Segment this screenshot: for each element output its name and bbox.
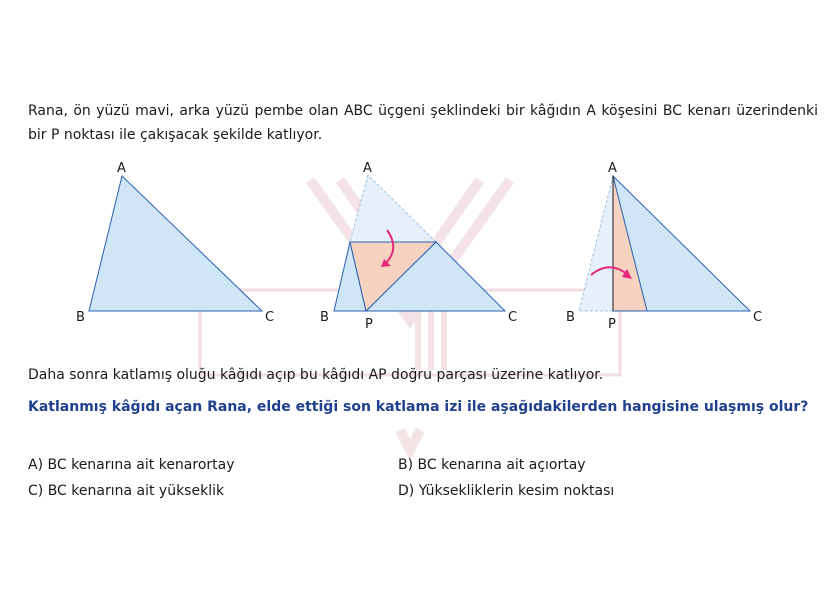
- folding-figures: [0, 150, 840, 340]
- option-text: BC kenarına ait açıortay: [417, 457, 586, 473]
- label-b: B: [320, 310, 329, 325]
- label-p: P: [608, 317, 616, 332]
- statement-text: Daha sonra katlamış oluğu kâğıdı açıp bu kâğıdı AP doğru parçası üzerine katlıyor.: [28, 367, 604, 383]
- option-c[interactable]: [28, 481, 224, 501]
- intro-text: Rana, ön yüzü mavi, arka yüzü pembe olan ABC üçgeni şeklindeki bir kâğıdın A köşesini BC kenarı üzerindenki bir P noktası ile çakışacak şekilde katlıyor.: [28, 103, 818, 143]
- option-letter: A): [28, 457, 44, 473]
- label-a: A: [363, 161, 372, 176]
- figure-2: [320, 161, 517, 332]
- figure-1: [76, 161, 274, 325]
- label-c: C: [508, 310, 518, 325]
- option-text: BC kenarına ait yükseklik: [47, 483, 225, 499]
- question-prompt: Katlanmış kâğıdı açan Rana, elde ettiği son katlama izi ile aşağıdakilerden hangisine ulaşmış olur?: [28, 399, 809, 415]
- label-a: A: [608, 161, 617, 176]
- option-letter: C): [28, 483, 44, 499]
- triangle-abc-blue: [89, 176, 262, 311]
- option-d[interactable]: [398, 481, 614, 501]
- label-c: C: [753, 310, 763, 325]
- option-letter: B): [398, 457, 414, 473]
- label-p: P: [365, 317, 373, 332]
- option-a[interactable]: [28, 455, 235, 475]
- option-text: Yüksekliklerin kesim noktası: [418, 483, 615, 499]
- ghost-fold-region: [350, 175, 436, 242]
- label-a: A: [117, 161, 126, 176]
- label-b: B: [76, 310, 85, 325]
- option-text: BC kenarına ait kenarortay: [47, 457, 235, 473]
- option-b[interactable]: [398, 455, 586, 475]
- label-c: C: [265, 310, 275, 325]
- option-letter: D): [398, 483, 415, 499]
- figure-3: [566, 161, 762, 332]
- label-b: B: [566, 310, 575, 325]
- ghost-left-region: [579, 176, 613, 311]
